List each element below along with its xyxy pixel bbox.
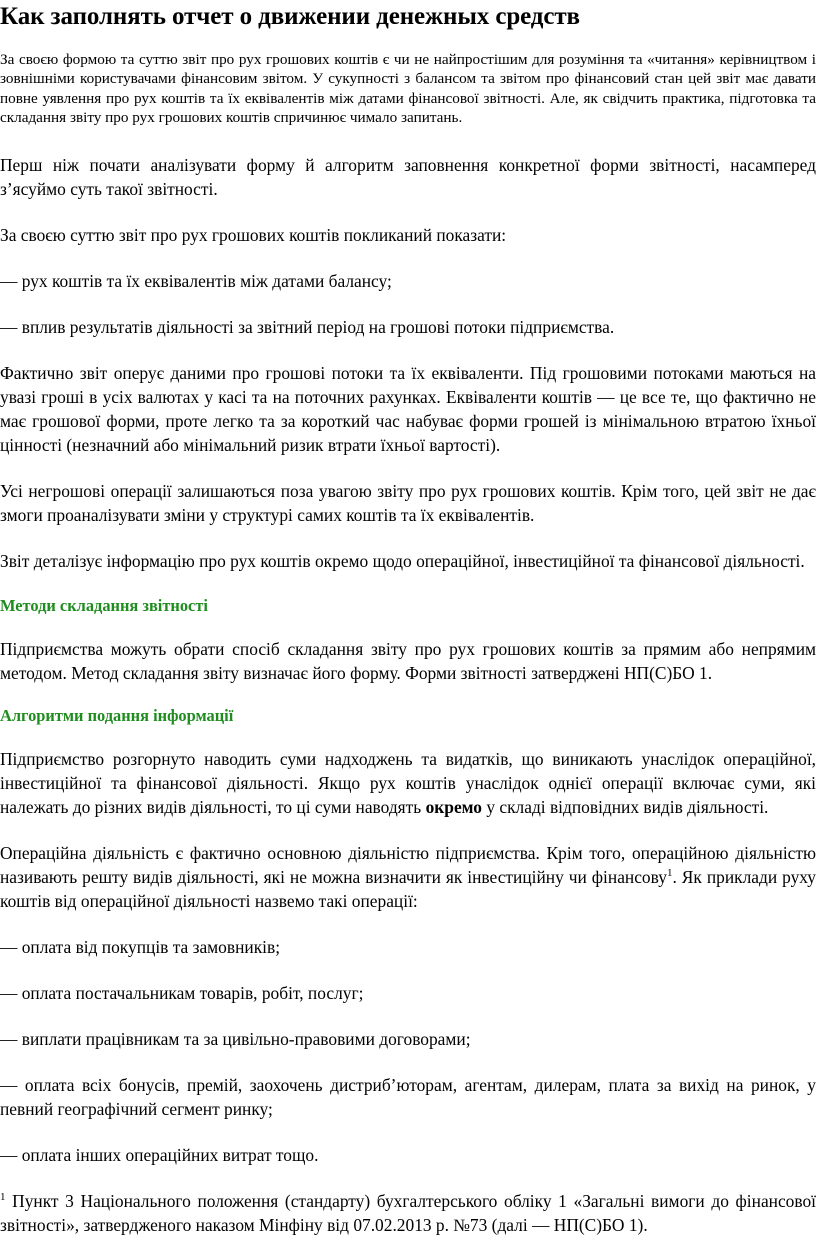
list-item-balance-movement: — рух коштів та їх еквівалентів між датами балансу;	[0, 271, 392, 292]
list-item: — оплата всіх бонусів, премій, заохочень дистриб’юторам, агентам, дилерам, плата за вихід на ринок, у певний географічний сегмент ринку;	[0, 1075, 816, 1120]
list-item: — оплата від покупців та замовників;	[0, 937, 281, 958]
paragraph-noncash: Усі негрошові операції залишаються поза увагою звіту про рух грошових коштів. Крім того, цей звіт не дає змоги проаналізувати зміни у структурі самих коштів та їх еквівалентів.	[0, 481, 816, 526]
paragraph-methods: Підприємства можуть обрати спосіб складання звіту про рух грошових коштів за прямим або непрямим методом. Метод складання звіту визначає його форму. Форми звітності затверджені НП(С)БО 1.	[0, 639, 816, 684]
list-item: — виплати працівникам та за цивільно-правовими договорами;	[0, 1029, 471, 1050]
list-item: — оплата постачальникам товарів, робіт, послуг;	[0, 983, 364, 1004]
paragraph-activity-types: Звіт деталізує інформацію про рух коштів окремо щодо операційної, інвестиційної та фінансової діяльності.	[0, 551, 805, 572]
operating-text-start: Операційна діяльність є фактично основною діяльністю підприємства. Крім того, операційною діяльністю називають решту видів діяльності, які не можна визначити як інвестиційну чи фінансову	[0, 843, 816, 888]
algorithms-text-end: у складі відповідних видів діяльності.	[481, 797, 769, 818]
footnote-number: 1	[0, 1191, 6, 1204]
section-heading-algorithms: Алгоритми подання інформації	[0, 706, 234, 726]
footnote	[0, 1189, 816, 1237]
page-title: Как заполнять отчет о движении денежных средств	[0, 3, 580, 30]
paragraph-purpose-intro: Перш ніж почати аналізувати форму й алгоритм заповнення конкретної форми звітності, насамперед з’ясуймо суть такої звітності.	[0, 155, 816, 200]
section-heading-methods: Методи складання звітності	[0, 596, 208, 616]
paragraph-operating-activity	[0, 841, 816, 913]
intro-paragraph: За своєю формою та суттю звіт про рух грошових коштів є чи не найпростішим для розуміння та «читання» керівництвом і зовнішніми користувачами фінансовим звітом. У сукупності з балансом та звітом про фінансовий стан цей звіт має давати повне уявлення про рух коштів та їх еквівалентів між датами фінансової звітності. Але, як свідчить практика, підготовка та складання звіту про рух грошових коштів спричинює чимало запитань.	[0, 51, 816, 126]
list-item-results-impact: — вплив результатів діяльності за звітний період на грошові потоки підприємства.	[0, 317, 615, 338]
paragraph-cash-flows: Фактично звіт оперує даними про грошові потоки та їх еквіваленти. Під грошовими потоками маються на увазі гроші в усіх валютах у касі та на поточних рахунках. Еквіваленти коштів — це все те, що фактично не має грошової форми, проте легко та за короткий час набуває форми грошей із мінімальною втратою їхньої цінності (незначний або мінімальний ризик втрати їхньої вартості).	[0, 363, 816, 456]
list-item: — оплата інших операційних витрат тощо.	[0, 1145, 319, 1166]
footnote-reference[interactable]: 1	[666, 867, 673, 880]
paragraph-purpose: За своєю суттю звіт про рух грошових коштів покликаний показати:	[0, 225, 507, 246]
paragraph-algorithms	[0, 747, 816, 819]
emphasis-separately: окремо	[425, 797, 482, 818]
algorithms-text-start: Підприємство розгорнуто наводить суми надходжень та видатків, що виникають унаслідок операційної, інвестиційної та фінансової діяльності. Якщо рух коштів унаслідок однієї операції включає суми, які належать до різних видів діяльності, то ці суми наводять	[0, 749, 816, 818]
footnote-text: Пункт 3 Національного положення (стандарту) бухгалтерського обліку 1 «Загальні вимоги до фінансової звітності», затвердженого наказом Мінфіну від 07.02.2013 р. №73 (далі — НП(С)БО 1).	[0, 1191, 816, 1236]
operating-text-end: . Як приклади руху коштів від операційної діяльності назвемо такі операції:	[0, 867, 816, 912]
